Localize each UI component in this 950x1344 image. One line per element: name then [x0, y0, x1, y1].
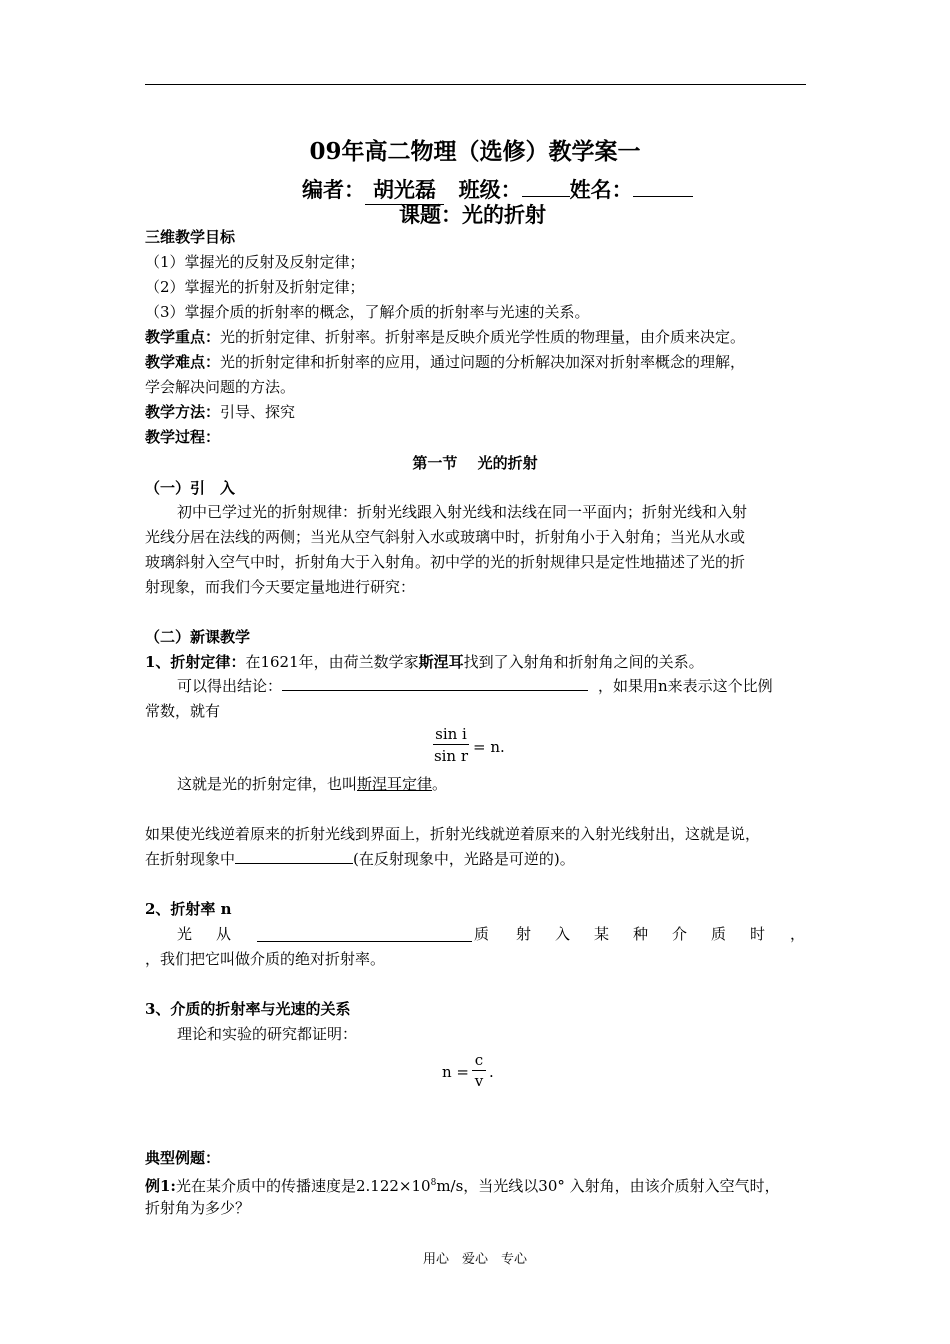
scientist-name: 斯涅耳 [418, 653, 464, 671]
intro-paragraph-line: 射现象，而我们今天要定量地进行研究： [145, 578, 416, 596]
difficulties-label: 教学难点： [145, 353, 221, 371]
conclusion-line-2: 常数，就有 [145, 702, 221, 720]
difficulties-text: 光的折射定律和折射率的应用，通过问题的分析解决加深对折射率概念的理解， [220, 353, 746, 371]
topic-line: 课题：光的折射 [399, 202, 546, 227]
example-1-line-2: 折射角为多少？ [145, 1199, 251, 1217]
index-char: 质 [474, 925, 490, 943]
reversibility-line: 如果使光线逆着原来的折射光线到界面上，折射光线就逆着原来的入射光线射出，这就是说， [145, 825, 761, 843]
index-char: 介 [672, 925, 688, 943]
intro-paragraph-line: 初中已学过光的折射规律：折射光线跟入射光线和法线在同一平面内；折射光线和入射 [177, 503, 748, 521]
intro-heading: （一）引 入 [145, 479, 236, 497]
index-char: 从 [216, 925, 232, 943]
conclusion-suffix: ，如果用n来表示这个比例 [598, 677, 773, 695]
key-points [145, 325, 745, 349]
index-char: 入 [555, 925, 571, 943]
class-label: 班级： [458, 177, 522, 202]
snell-formula-fraction [433, 724, 469, 767]
reverse-prefix: 在折射现象中 [145, 850, 236, 868]
index-char: 质 [711, 925, 727, 943]
name-label: 姓名： [569, 177, 633, 202]
editor-label: 编者： [302, 177, 365, 202]
index-char: ， [790, 925, 806, 943]
goals-heading: 三维教学目标 [145, 228, 236, 246]
formula-rhs: = n. [473, 738, 505, 756]
page-title: 09年高二物理（选修）教学案一 [309, 138, 641, 165]
law-line [145, 650, 704, 674]
index-char: 种 [633, 925, 649, 943]
speed-formula-numerator: c [474, 1051, 484, 1069]
index-char: 射 [516, 925, 532, 943]
index-line-2: ，我们把它叫做介质的绝对折射率。 [145, 950, 386, 968]
name-blank[interactable] [633, 176, 693, 197]
conclusion-line [177, 674, 773, 698]
reverse-suffix: (在反射现象中，光路是可逆的)。 [353, 850, 575, 868]
index-heading: 2、折射率 n [145, 900, 232, 918]
speed-formula-end: . [489, 1063, 494, 1081]
law-text-before: 在1621年，由荷兰数学家 [245, 653, 419, 671]
intro-paragraph-line: 光线分居在法线的两侧；当光从空气斜射入水或玻璃中时，折射角小于入射角；当光从水或 [145, 528, 746, 546]
example-1-text-a: 光在某介质中的传播速度是2.122×10 [175, 1177, 431, 1195]
index-blank[interactable] [257, 926, 472, 942]
speed-formula-denominator: v [472, 1070, 486, 1091]
key-points-label: 教学重点： [145, 328, 221, 346]
speed-heading: 3、介质的折射率与光速的关系 [145, 1000, 351, 1018]
index-char: 时 [750, 925, 766, 943]
reversibility-line-2 [145, 847, 575, 871]
law-label: 1、折射定律： [145, 653, 246, 671]
header-rule [145, 84, 806, 85]
speed-formula-fraction [472, 1050, 486, 1091]
method [145, 400, 295, 424]
formula-denominator: sin r [433, 744, 469, 767]
goal-item: （2）掌握光的折射及折射定律； [145, 278, 365, 296]
example-1-exponent: 8 [430, 1178, 437, 1188]
method-text: 引导、探究 [220, 403, 296, 421]
statement-prefix: 这就是光的折射定律，也叫 [177, 775, 358, 793]
example-1-label: 例1: [145, 1177, 176, 1195]
example-1-text-b: m/s，当光线以30° 入射角，由该介质射入空气时， [436, 1177, 780, 1195]
index-char: 光 [177, 925, 193, 943]
speed-formula-lhs: n = [442, 1063, 469, 1081]
method-label: 教学方法： [145, 403, 221, 421]
difficulties-continued: 学会解决问题的方法。 [145, 378, 296, 396]
class-blank[interactable] [522, 176, 570, 197]
difficulties [145, 350, 745, 374]
reverse-blank[interactable] [235, 848, 353, 864]
new-lesson-heading: （二）新课教学 [145, 628, 251, 646]
editor-name: 胡光磊 [365, 174, 444, 205]
law-statement [177, 772, 447, 796]
intro-paragraph-line: 玻璃斜射入空气中时，折射角大于入射角。初中学的光的折射规律只是定性地描述了光的折 [145, 553, 746, 571]
law-text-after: 找到了入射角和折射角之间的关系。 [463, 653, 704, 671]
goal-item: （3）掌握介质的折射率的概念，了解介质的折射率与光速的关系。 [145, 303, 590, 321]
formula-numerator: sin i [435, 725, 467, 743]
page-footer: 用心 爱心 专心 [422, 1252, 527, 1267]
statement-suffix: 。 [432, 775, 448, 793]
key-points-text: 光的折射定律、折射率。折射率是反映介质光学性质的物理量，由介质来决定。 [220, 328, 746, 346]
section-title: 第一节 光的折射 [412, 454, 538, 472]
snell-law-link[interactable]: 斯涅耳定律 [357, 775, 433, 793]
process-label: 教学过程： [145, 428, 221, 446]
index-char: 某 [594, 925, 610, 943]
conclusion-blank[interactable] [282, 675, 588, 691]
speed-text: 理论和实验的研究都证明： [177, 1025, 358, 1043]
goal-item: （1）掌握光的反射及反射定律； [145, 253, 365, 271]
examples-heading: 典型例题： [145, 1149, 221, 1167]
conclusion-prefix: 可以得出结论： [177, 677, 283, 695]
example-1 [145, 1171, 780, 1198]
